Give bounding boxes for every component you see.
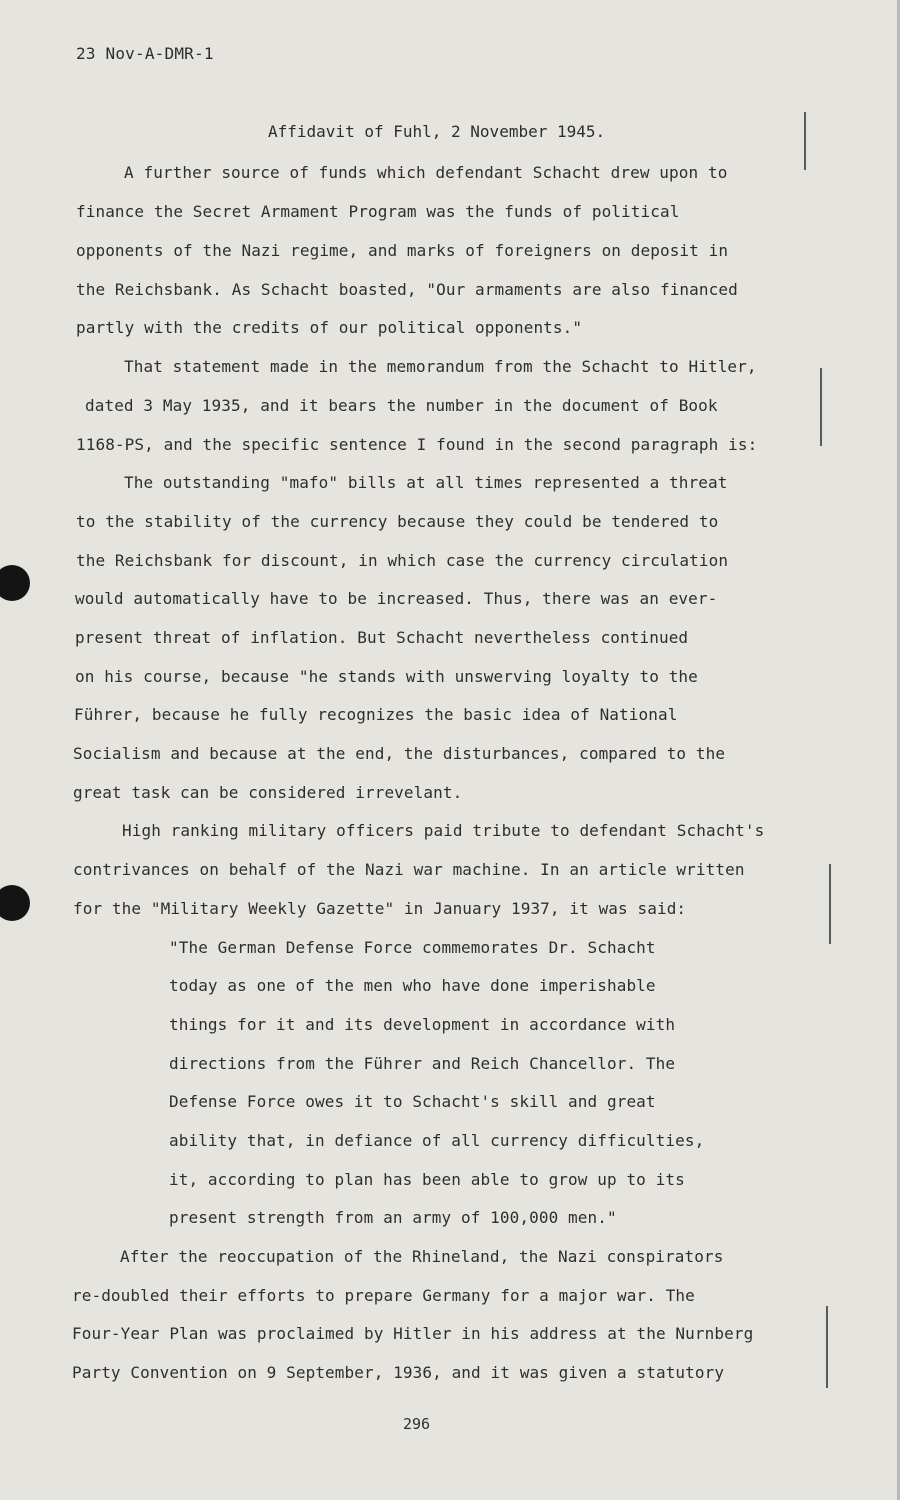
quote-line: present strength from an army of 100,000 men." (169, 1208, 617, 1227)
quote-line: "The German Defense Force commemorates Dr. Schacht (169, 938, 656, 957)
quote-line: Defense Force owes it to Schacht's skill and great (169, 1092, 656, 1111)
text-line: finance the Secret Armament Program was the funds of political (76, 202, 680, 221)
text-line: That statement made in the memorandum from the Schacht to Hitler, (124, 357, 757, 376)
text-line: re-doubled their efforts to prepare Germany for a major war. The (72, 1286, 695, 1305)
document-reference: 23 Nov-A-DMR-1 (76, 44, 214, 63)
text-line: to the stability of the currency because they could be tendered to (76, 512, 719, 531)
margin-mark (829, 864, 831, 944)
text-line: Four-Year Plan was proclaimed by Hitler in his address at the Nurnberg (72, 1324, 754, 1343)
text-line: 1168-PS, and the specific sentence I found in the second paragraph is: (76, 435, 758, 454)
text-line: Party Convention on 9 September, 1936, and it was given a statutory (72, 1363, 725, 1382)
text-line: After the reoccupation of the Rhineland, the Nazi conspirators (120, 1247, 724, 1266)
margin-mark (826, 1306, 828, 1388)
quote-line: directions from the Führer and Reich Chancellor. The (169, 1054, 676, 1073)
text-line: Socialism and because at the end, the disturbances, compared to the (73, 744, 726, 763)
text-line: present threat of inflation. But Schacht nevertheless continued (75, 628, 689, 647)
text-line: the Reichsbank. As Schacht boasted, "Our armaments are also financed (76, 280, 738, 299)
quote-line: today as one of the men who have done imperishable (169, 976, 656, 995)
punch-hole-bottom (0, 885, 30, 921)
text-line: High ranking military officers paid tribute to defendant Schacht's (122, 821, 765, 840)
text-line: on his course, because "he stands with unswerving loyalty to the (75, 667, 698, 686)
margin-mark (804, 112, 806, 170)
document-title: Affidavit of Fuhl, 2 November 1945. (268, 122, 606, 141)
text-line: contrivances on behalf of the Nazi war machine. In an article written (73, 860, 745, 879)
text-line: Führer, because he fully recognizes the basic idea of National (74, 705, 678, 724)
text-line: dated 3 May 1935, and it bears the number in the document of Book (85, 396, 718, 415)
text-line: great task can be considered irrevelant. (73, 783, 463, 802)
text-line: opponents of the Nazi regime, and marks of foreigners on deposit in (76, 241, 729, 260)
quote-line: things for it and its development in accordance with (169, 1015, 676, 1034)
text-line: for the "Military Weekly Gazette" in January 1937, it was said: (73, 899, 687, 918)
text-line: the Reichsbank for discount, in which case the currency circulation (76, 551, 729, 570)
quote-line: it, according to plan has been able to grow up to its (169, 1170, 685, 1189)
margin-mark (820, 368, 822, 446)
text-line: A further source of funds which defendant Schacht drew upon to (124, 163, 728, 182)
page-number: 296 (403, 1415, 431, 1433)
text-line: would automatically have to be increased. Thus, there was an ever- (75, 589, 718, 608)
text-line: partly with the credits of our political opponents." (76, 318, 583, 337)
quote-line: ability that, in defiance of all currency difficulties, (169, 1131, 705, 1150)
text-line: The outstanding "mafo" bills at all times represented a threat (124, 473, 728, 492)
punch-hole-top (0, 565, 30, 601)
